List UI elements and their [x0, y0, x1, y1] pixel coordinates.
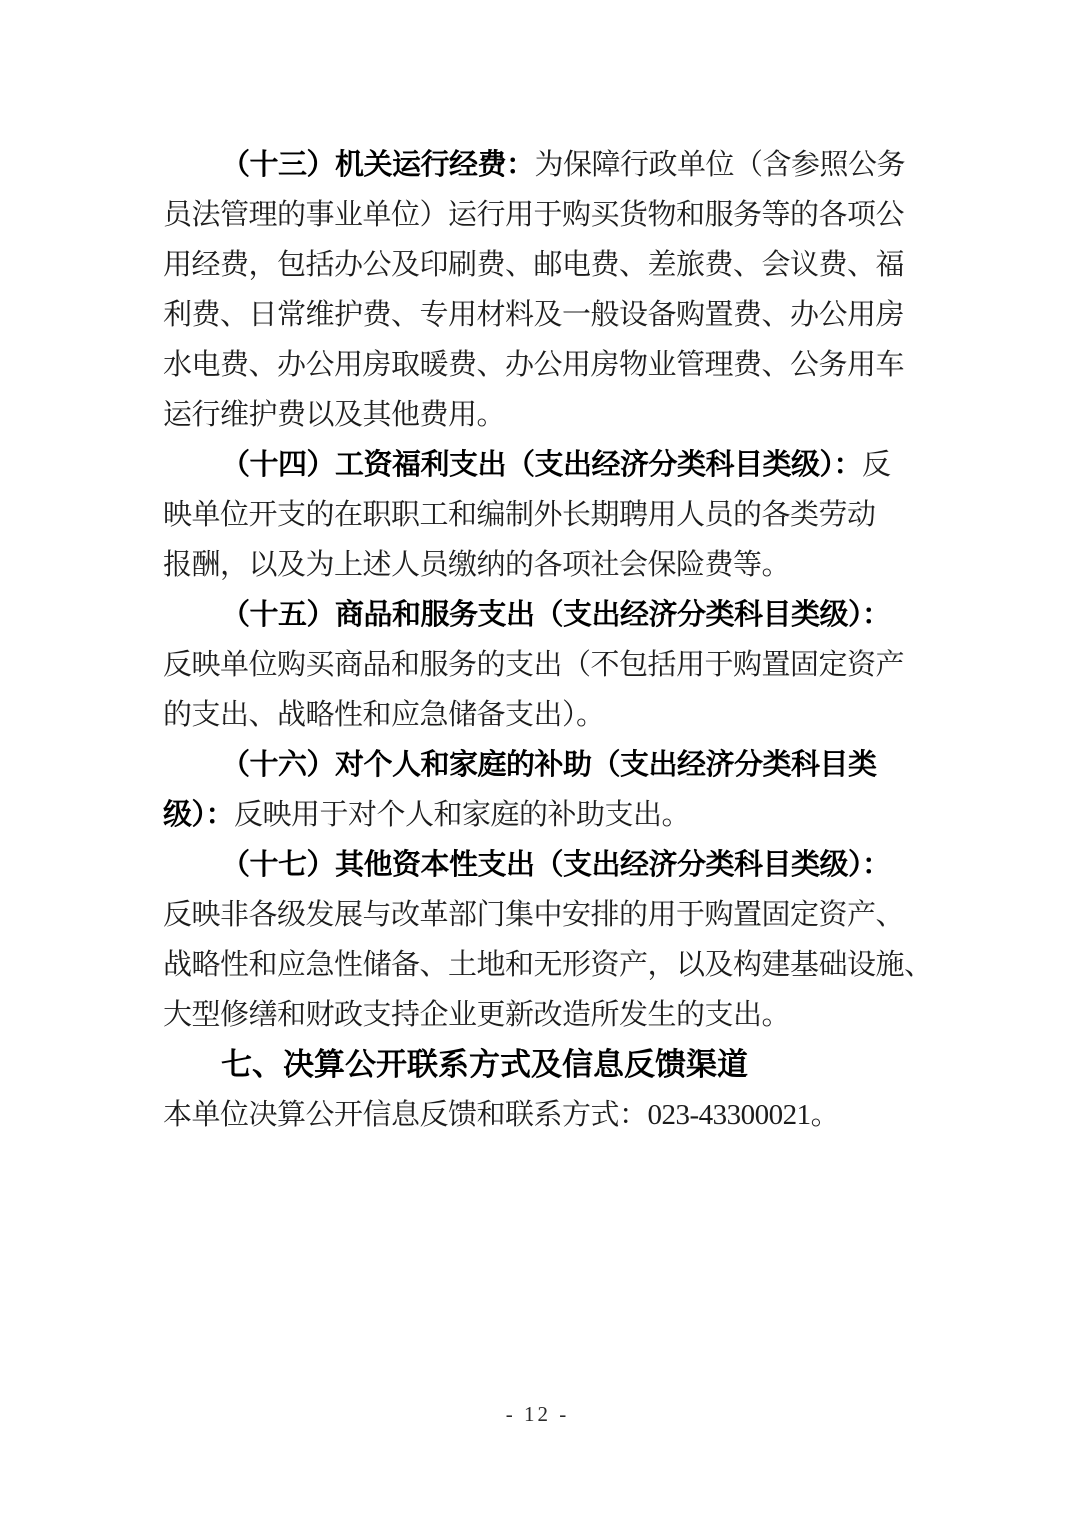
paragraph-13-lead: （十三）机关运行经费：	[221, 149, 535, 181]
contact-info-text: 本单位决算公开信息反馈和联系方式：023-43300021。	[163, 1099, 840, 1131]
body-text: 员法管理的事业单位）运行用于购买货物和服务等的各项公	[163, 199, 905, 231]
paragraph-14-lead: （十四）工资福利支出（支出经济分类科目类级）：	[221, 449, 863, 481]
body-text: 报酬，以及为上述人员缴纳的各项社会保险费等。	[163, 549, 791, 581]
paragraph-13-line	[163, 290, 908, 340]
section-heading-text: 七、决算公开联系方式及信息反馈渠道	[221, 1047, 748, 1082]
body-text: 的支出、战略性和应急储备支出）。	[163, 699, 605, 731]
paragraph-15-line	[163, 640, 908, 690]
paragraph-15-lead: （十五）商品和服务支出（支出经济分类科目类级）：	[221, 599, 891, 631]
body-text: 大型修缮和财政支持企业更新改造所发生的支出。	[163, 999, 791, 1031]
paragraph-17-line	[163, 940, 933, 990]
body-text: 映单位开支的在职职工和编制外长期聘用人员的各类劳动	[163, 499, 876, 531]
body-text: 水电费、办公用房取暖费、办公用房物业管理费、公务用车	[163, 349, 905, 381]
body-text: 反映非各级发展与改革部门集中安排的用于购置固定资产、	[163, 899, 905, 931]
page-number: - 12 -	[505, 1402, 570, 1426]
body-text: 反	[862, 449, 891, 481]
body-text: 战略性和应急性储备、土地和无形资产，以及构建基础设施、	[163, 949, 933, 981]
paragraph-16-lead: 级）：	[163, 799, 235, 831]
paragraph-14-line	[163, 440, 908, 490]
paragraph-13-line	[163, 340, 908, 390]
paragraph-16-line	[163, 790, 908, 840]
paragraph-17-line	[163, 840, 908, 890]
paragraph-16-lead: （十六）对个人和家庭的补助（支出经济分类科目类	[221, 749, 877, 781]
body-text: 利费、日常维护费、专用材料及一般设备购置费、办公用房	[163, 299, 905, 331]
paragraph-13-line	[163, 390, 908, 440]
section-7-heading	[163, 1040, 908, 1090]
body-text: 运行维护费以及其他费用。	[163, 399, 506, 431]
paragraph-13-line	[163, 140, 908, 190]
paragraph-17-line	[163, 890, 908, 940]
body-text: 反映单位购买商品和服务的支出（不包括用于购置固定资产	[163, 649, 905, 681]
paragraph-13-line	[163, 190, 908, 240]
body-text: 为保障行政单位（含参照公务	[534, 149, 906, 181]
paragraph-17-lead: （十七）其他资本性支出（支出经济分类科目类级）：	[221, 849, 891, 881]
document-body	[163, 140, 933, 1140]
paragraph-14-line	[163, 490, 908, 540]
paragraph-14-line	[163, 540, 908, 590]
paragraph-15-line	[163, 590, 908, 640]
paragraph-13-line	[163, 240, 908, 290]
paragraph-16-line	[163, 740, 908, 790]
contact-info-line	[163, 1090, 908, 1140]
paragraph-15-line	[163, 690, 908, 740]
body-text: 反映用于对个人和家庭的补助支出。	[234, 799, 691, 831]
body-text: 用经费，包括办公及印刷费、邮电费、差旅费、会议费、福	[163, 249, 905, 281]
paragraph-17-line	[163, 990, 908, 1040]
